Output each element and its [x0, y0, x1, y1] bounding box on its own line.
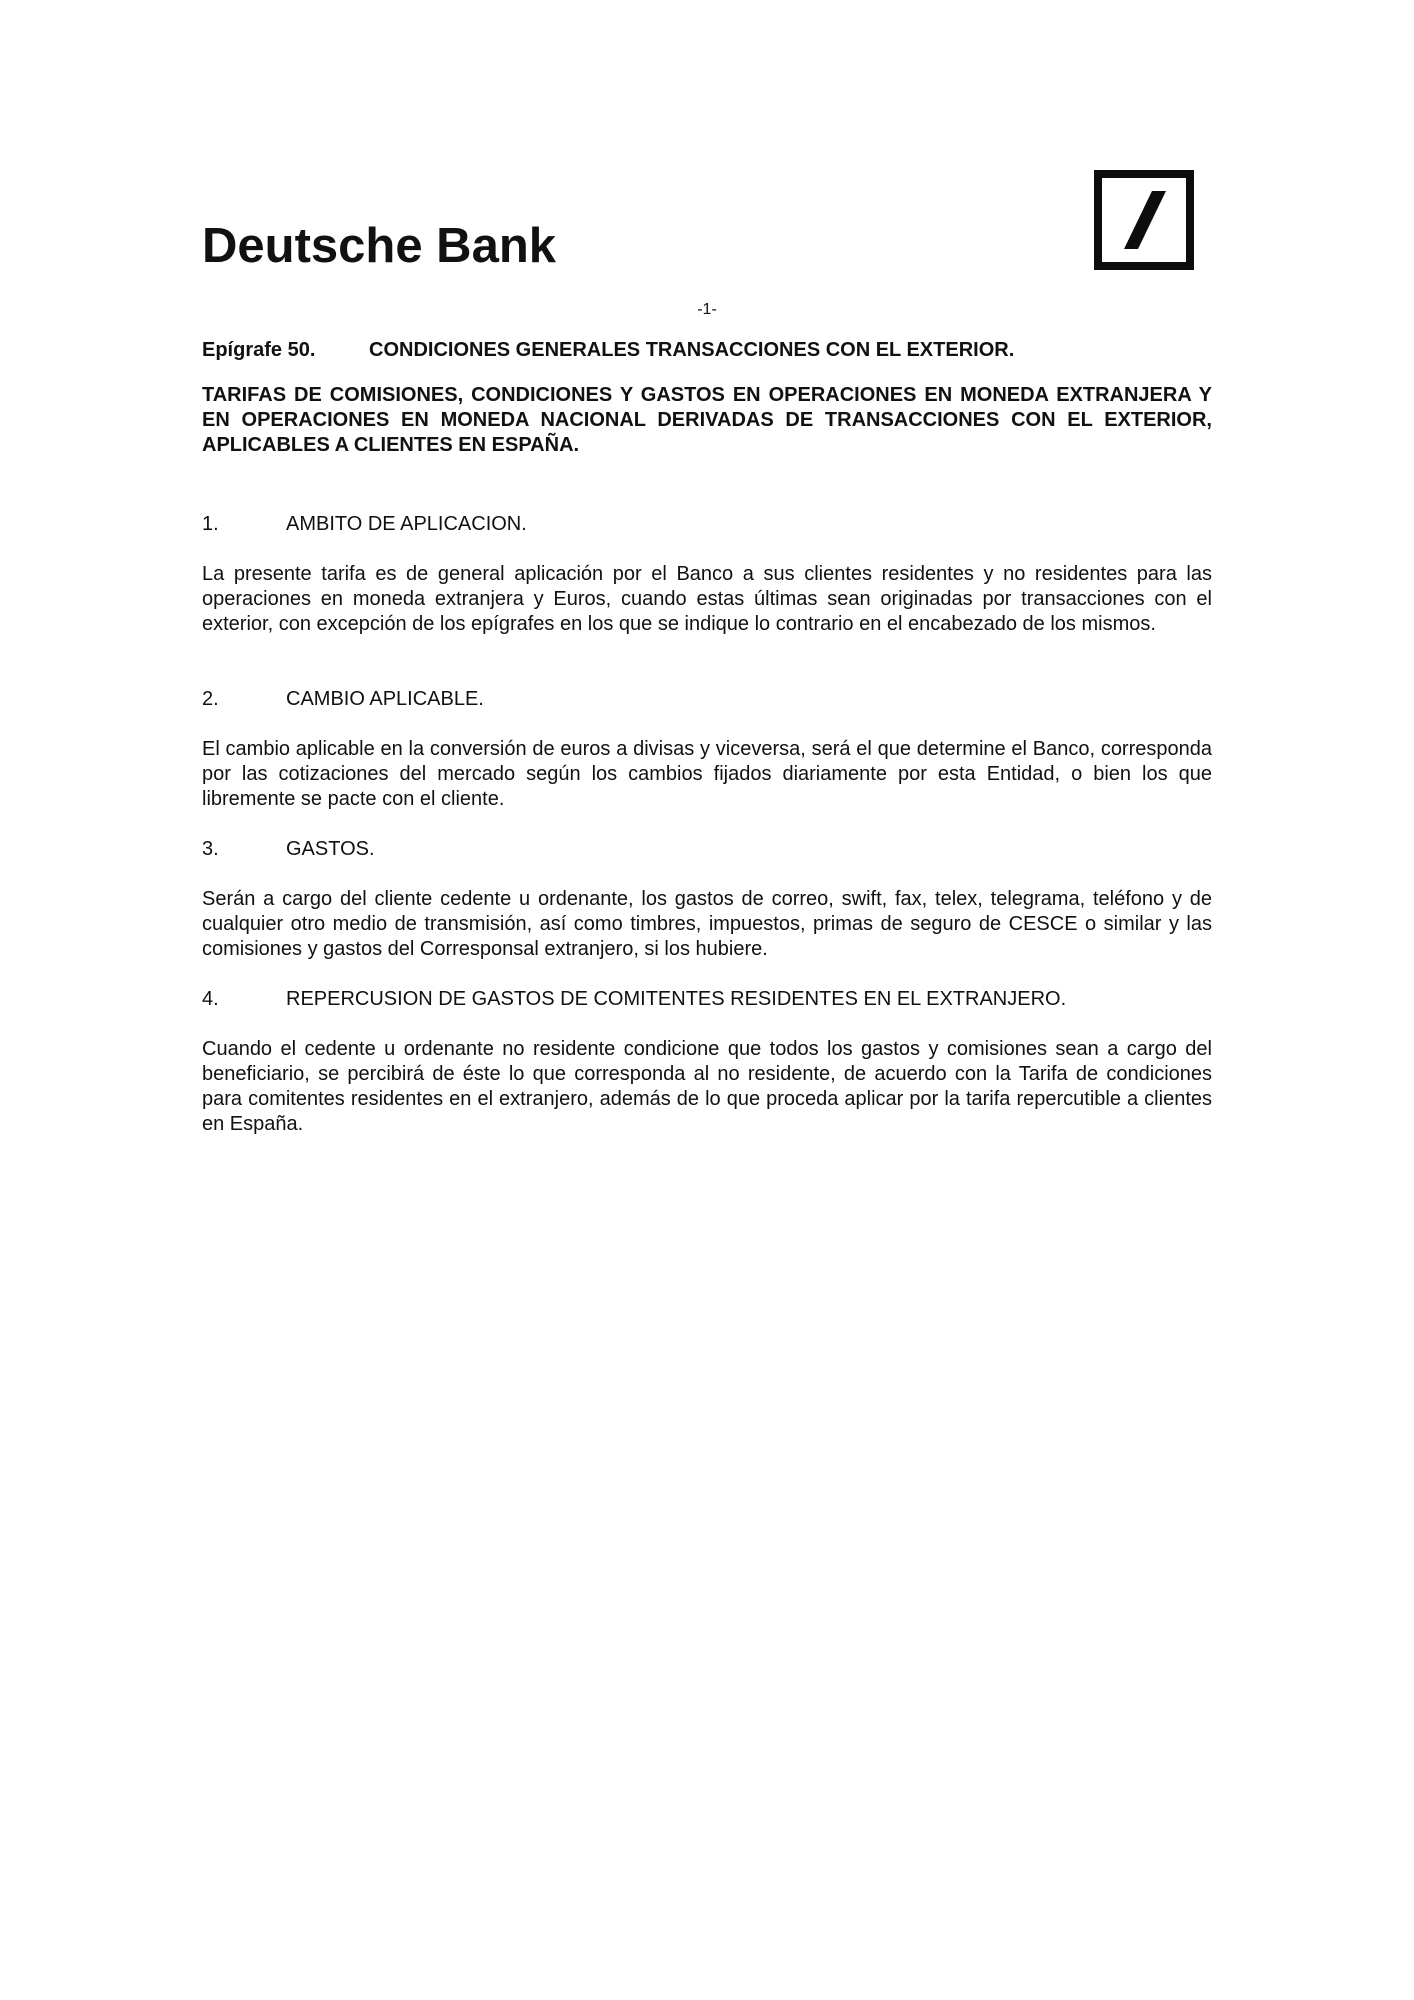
section-paragraph: Cuando el cedente u ordenante no residente condicione que todos los gastos y comisiones sean a cargo del beneficiario, se percibirá de éste lo que corresponda al no residente, de acuerdo con la Tarifa de condiciones para comitentes residentes en el extranjero, además de lo que proceda aplicar por la tarifa repercutible a clientes en España.: [202, 1038, 1212, 1135]
section-heading: [202, 512, 1212, 537]
epigrafe-heading: [202, 338, 1212, 363]
section-cambio: [202, 687, 1212, 812]
section-heading: [202, 687, 1212, 712]
section-ambito: [202, 512, 1212, 637]
document-header: [202, 216, 1212, 276]
section-repercusion: [202, 987, 1212, 1137]
section-paragraph: El cambio aplicable en la conversión de euros a divisas y viceversa, será el que determine el Banco, corresponda por las cotizaciones del mercado según los cambios fijados diariamente por esta Entidad, o bien los que libremente se pacte con el cliente.: [202, 738, 1212, 810]
section-heading: [202, 987, 1212, 1012]
section-title: REPERCUSION DE GASTOS DE COMITENTES RESIDENTES EN EL EXTRANJERO.: [286, 988, 1067, 1010]
section-paragraph: Serán a cargo del cliente cedente u ordenante, los gastos de correo, swift, fax, telex, telegrama, teléfono y de cualquier otro medio de transmisión, así como timbres, impuestos, primas de seguro de CESCE o similar y las comisiones y gastos del Corresponsal extranjero, si los hubiere.: [202, 888, 1212, 960]
page-number: -1-: [697, 301, 717, 318]
section-heading: [202, 837, 1212, 862]
section-number: 4.: [202, 988, 219, 1010]
section-number: 1.: [202, 513, 219, 535]
epigrafe-label: Epígrafe 50.: [202, 339, 316, 361]
bank-name: Deutsche Bank: [202, 219, 557, 273]
deutsche-bank-logo-icon: [1094, 170, 1194, 270]
epigrafe-title: CONDICIONES GENERALES TRANSACCIONES CON EL EXTERIOR.: [369, 339, 1015, 361]
section-gastos: [202, 837, 1212, 962]
section-number: 3.: [202, 838, 219, 860]
document-body: [202, 338, 1212, 1137]
section-title: CAMBIO APLICABLE.: [286, 688, 484, 710]
section-number: 2.: [202, 688, 219, 710]
section-paragraph: La presente tarifa es de general aplicación por el Banco a sus clientes residentes y no residentes para las operaciones en moneda extranjera y Euros, cuando estas últimas sean originadas por transacciones con el exterior, con excepción de los epígrafes en los que se indique lo contrario en el encabezado de los mismos.: [202, 563, 1212, 635]
section-title: GASTOS.: [286, 838, 375, 860]
section-title: AMBITO DE APLICACION.: [286, 513, 527, 535]
document-subtitle: TARIFAS DE COMISIONES, CONDICIONES Y GASTOS EN OPERACIONES EN MONEDA EXTRANJERA Y EN OPERACIONES EN MONEDA NACIONAL DERIVADAS DE TRANSACCIONES CON EL EXTERIOR, APLICABLES A CLIENTES EN ESPAÑA.: [202, 384, 1212, 456]
